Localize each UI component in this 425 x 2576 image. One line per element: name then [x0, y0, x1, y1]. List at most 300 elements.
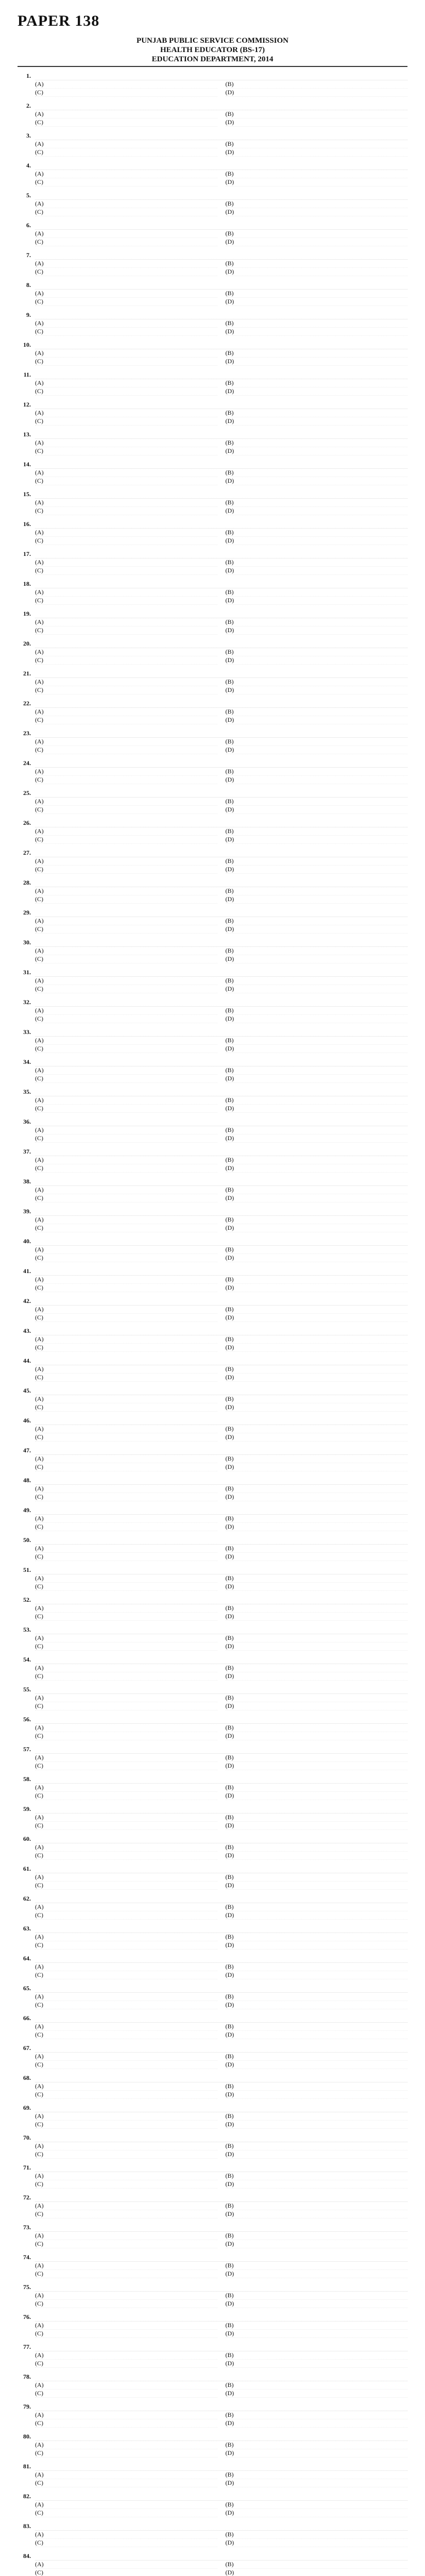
option-letter: (C)	[35, 328, 43, 335]
option-letter: (A)	[35, 1455, 44, 1462]
option-letter: (D)	[225, 2091, 234, 2098]
question-stem	[35, 2493, 407, 2501]
answer-option	[226, 1164, 408, 1173]
answer-option	[35, 1425, 217, 1433]
option-letter: (D)	[225, 1433, 234, 1440]
question-item	[18, 162, 407, 187]
answer-option	[226, 379, 408, 387]
question-number: 19.	[23, 610, 31, 617]
answer-option	[35, 1395, 217, 1403]
option-grid	[35, 738, 407, 754]
option-letter: (B)	[225, 1843, 234, 1851]
question-number: 11.	[23, 371, 31, 378]
question-number: 44.	[23, 1357, 31, 1364]
answer-option	[35, 1224, 217, 1232]
question-item	[18, 1775, 407, 1800]
option-letter: (D)	[225, 1403, 234, 1411]
answer-option	[35, 110, 217, 118]
question-number: 3.	[26, 132, 31, 139]
question-item	[18, 1985, 407, 2009]
answer-option	[226, 866, 408, 874]
answer-option	[35, 1045, 217, 1053]
option-grid	[35, 1574, 407, 1591]
option-grid	[35, 1096, 407, 1113]
answer-option	[226, 1156, 408, 1164]
question-number: 71.	[23, 2164, 31, 2171]
question-stem	[35, 1477, 407, 1485]
option-letter: (B)	[225, 1096, 234, 1104]
question-stem	[35, 2522, 407, 2531]
option-letter: (A)	[35, 738, 44, 745]
question-stem	[35, 222, 407, 230]
question-stem	[35, 2433, 407, 2441]
question-stem	[35, 1327, 407, 1335]
option-letter: (C)	[35, 1762, 43, 1769]
answer-option	[35, 2471, 217, 2479]
option-letter: (C)	[35, 2569, 43, 2576]
question-item	[18, 1835, 407, 1860]
question-number: 53.	[23, 1626, 31, 1633]
option-letter: (B)	[225, 2321, 234, 2329]
answer-option	[35, 2561, 217, 2569]
option-letter: (C)	[35, 567, 43, 574]
question-item	[18, 1477, 407, 1501]
option-letter: (C)	[35, 358, 43, 365]
question-stem	[35, 670, 407, 678]
option-letter: (C)	[35, 537, 43, 544]
option-letter: (C)	[35, 925, 43, 933]
option-letter: (A)	[35, 1335, 44, 1343]
question-item	[18, 789, 407, 814]
question-number: 29.	[23, 909, 31, 916]
answer-option	[35, 656, 217, 665]
question-stem	[35, 1058, 407, 1066]
option-letter: (B)	[225, 2411, 234, 2418]
option-letter: (B)	[225, 1545, 234, 1552]
question-stem	[35, 2343, 407, 2351]
answer-option	[35, 708, 217, 716]
option-letter: (A)	[35, 1126, 44, 1133]
option-letter: (A)	[35, 1365, 44, 1372]
option-letter: (A)	[35, 558, 44, 566]
option-letter: (D)	[225, 1642, 234, 1650]
paper-headings	[18, 36, 407, 64]
answer-option	[35, 1403, 217, 1412]
answer-option	[226, 328, 408, 336]
answer-option	[226, 477, 408, 485]
paper-header	[18, 9, 407, 67]
option-letter: (D)	[225, 477, 234, 484]
option-letter: (D)	[225, 2180, 234, 2188]
answer-option	[226, 1433, 408, 1442]
option-letter: (B)	[225, 80, 234, 88]
option-grid	[35, 2202, 407, 2218]
answer-option	[35, 2142, 217, 2150]
option-letter: (B)	[225, 827, 234, 835]
option-letter: (D)	[225, 895, 234, 903]
question-stem	[35, 1536, 407, 1545]
question-number: 51.	[23, 1566, 31, 1573]
option-letter: (C)	[35, 746, 43, 753]
option-letter: (C)	[35, 2479, 43, 2486]
option-grid	[35, 1485, 407, 1501]
answer-option	[35, 1015, 217, 1023]
question-stem	[35, 1626, 407, 1634]
option-letter: (C)	[35, 1075, 43, 1082]
answer-option	[226, 1672, 408, 1681]
option-letter: (B)	[225, 2561, 234, 2568]
option-letter: (B)	[225, 140, 234, 147]
option-grid	[35, 1306, 407, 1322]
question-number: 15.	[23, 490, 31, 498]
option-grid	[35, 1903, 407, 1920]
option-letter: (B)	[225, 260, 234, 267]
option-letter: (D)	[225, 2539, 234, 2546]
answer-option	[226, 776, 408, 784]
option-letter: (A)	[35, 1724, 44, 1731]
option-letter: (A)	[35, 200, 44, 207]
option-grid	[35, 499, 407, 515]
option-letter: (A)	[35, 409, 44, 416]
answer-option	[226, 2082, 408, 2091]
option-grid	[35, 1634, 407, 1651]
option-letter: (B)	[225, 319, 234, 327]
question-stem	[35, 1566, 407, 1574]
question-item	[18, 1925, 407, 1950]
answer-option	[226, 1784, 408, 1792]
option-letter: (A)	[35, 1754, 44, 1761]
option-letter: (C)	[35, 417, 43, 425]
answer-option	[35, 1164, 217, 1173]
answer-option	[35, 2292, 217, 2300]
option-grid	[35, 917, 407, 934]
option-grid	[35, 708, 407, 724]
option-letter: (B)	[225, 1455, 234, 1462]
option-grid	[35, 260, 407, 276]
answer-option	[226, 1463, 408, 1471]
answer-option	[226, 1941, 408, 1950]
answer-option	[35, 955, 217, 963]
answer-option	[226, 2449, 408, 2458]
answer-option	[35, 1553, 217, 1561]
question-item	[18, 1387, 407, 1412]
answer-option	[226, 469, 408, 477]
answer-option	[226, 2001, 408, 2009]
answer-option	[226, 118, 408, 127]
answer-option	[35, 349, 217, 358]
option-grid	[35, 2232, 407, 2248]
option-grid	[35, 319, 407, 336]
option-letter: (D)	[225, 2001, 234, 2008]
answer-option	[226, 678, 408, 686]
answer-option	[226, 2411, 408, 2419]
option-grid	[35, 1126, 407, 1143]
answer-option	[35, 439, 217, 447]
option-letter: (D)	[225, 2270, 234, 2277]
answer-option	[35, 469, 217, 477]
question-stem	[35, 1028, 407, 1037]
option-letter: (D)	[225, 567, 234, 574]
question-item	[18, 1566, 407, 1591]
option-letter: (D)	[225, 1075, 234, 1082]
answer-option	[226, 1523, 408, 1531]
option-letter: (B)	[225, 2262, 234, 2269]
option-grid	[35, 230, 407, 246]
question-number: 10.	[23, 341, 31, 348]
answer-option	[35, 678, 217, 686]
answer-option	[35, 447, 217, 455]
answer-option	[35, 2091, 217, 2099]
question-number: 20.	[23, 640, 31, 647]
answer-option	[226, 537, 408, 545]
option-grid	[35, 2262, 407, 2278]
question-item	[18, 1417, 407, 1442]
option-grid	[35, 170, 407, 187]
question-item	[18, 1955, 407, 1979]
question-item	[18, 1506, 407, 1531]
answer-option	[35, 776, 217, 784]
question-stem	[35, 1506, 407, 1515]
answer-option	[35, 230, 217, 238]
answer-option	[226, 895, 408, 904]
option-letter: (B)	[225, 977, 234, 984]
answer-option	[35, 686, 217, 694]
question-number: 24.	[23, 759, 31, 767]
answer-option	[35, 379, 217, 387]
question-stem	[35, 1656, 407, 1664]
question-stem	[35, 341, 407, 349]
answer-option	[35, 1971, 217, 1979]
option-letter: (C)	[35, 1284, 43, 1291]
option-letter: (B)	[225, 768, 234, 775]
question-number: 23.	[23, 730, 31, 737]
question-item	[18, 1088, 407, 1113]
answer-option	[35, 1126, 217, 1134]
answer-option	[35, 1613, 217, 1621]
answer-option	[226, 2321, 408, 2330]
option-letter: (C)	[35, 1583, 43, 1590]
question-number: 33.	[23, 1028, 31, 1036]
question-number: 38.	[23, 1178, 31, 1185]
option-letter: (A)	[35, 1933, 44, 1940]
question-stem	[35, 998, 407, 1007]
answer-option	[35, 148, 217, 157]
option-letter: (A)	[35, 1156, 44, 1163]
option-letter: (B)	[225, 1037, 234, 1044]
option-letter: (C)	[35, 1822, 43, 1829]
question-stem	[35, 311, 407, 319]
answer-option	[226, 597, 408, 605]
answer-option	[35, 2232, 217, 2240]
question-number: 57.	[23, 1745, 31, 1753]
option-letter: (C)	[35, 2121, 43, 2128]
answer-option	[35, 1254, 217, 1262]
answer-option	[226, 2501, 408, 2509]
question-stem	[35, 640, 407, 648]
answer-option	[226, 2202, 408, 2210]
option-grid	[35, 2112, 407, 2129]
answer-option	[35, 328, 217, 336]
question-item	[18, 281, 407, 306]
answer-option	[35, 806, 217, 814]
question-item	[18, 2493, 407, 2517]
answer-option	[35, 118, 217, 127]
question-stem	[35, 520, 407, 529]
answer-option	[35, 1873, 217, 1882]
option-letter: (D)	[225, 626, 234, 634]
option-letter: (D)	[225, 836, 234, 843]
answer-option	[35, 238, 217, 246]
answer-option	[35, 648, 217, 656]
option-letter: (D)	[225, 208, 234, 215]
question-item	[18, 1447, 407, 1471]
option-letter: (A)	[35, 1963, 44, 1970]
option-grid	[35, 80, 407, 97]
question-stem	[35, 1297, 407, 1306]
option-letter: (B)	[225, 1306, 234, 1313]
option-letter: (D)	[225, 1702, 234, 1709]
answer-option	[35, 260, 217, 268]
question-item	[18, 72, 407, 97]
option-letter: (C)	[35, 2001, 43, 2008]
option-letter: (C)	[35, 2061, 43, 2068]
answer-option	[35, 2539, 217, 2547]
answer-option	[226, 836, 408, 844]
question-number: 31.	[23, 969, 31, 976]
option-letter: (B)	[225, 469, 234, 476]
option-grid	[35, 1784, 407, 1800]
answer-option	[35, 1075, 217, 1083]
question-number: 21.	[23, 670, 31, 677]
option-grid	[35, 1754, 407, 1770]
question-stem	[35, 2463, 407, 2471]
answer-option	[35, 2202, 217, 2210]
option-letter: (B)	[225, 499, 234, 506]
option-letter: (C)	[35, 1224, 43, 1231]
option-grid	[35, 1604, 407, 1621]
answer-option	[226, 1284, 408, 1292]
option-grid	[35, 140, 407, 157]
answer-option	[226, 947, 408, 955]
option-letter: (D)	[225, 2569, 234, 2576]
option-letter: (C)	[35, 2389, 43, 2397]
question-number: 70.	[23, 2134, 31, 2141]
question-number: 58.	[23, 1775, 31, 1783]
answer-option	[35, 1724, 217, 1732]
option-letter: (D)	[225, 328, 234, 335]
question-number: 60.	[23, 1835, 31, 1842]
option-letter: (C)	[35, 1493, 43, 1500]
option-letter: (D)	[225, 507, 234, 514]
question-stem	[35, 1775, 407, 1784]
answer-option	[226, 2023, 408, 2031]
option-letter: (C)	[35, 447, 43, 454]
option-letter: (B)	[225, 529, 234, 536]
answer-option	[35, 499, 217, 507]
option-grid	[35, 2561, 407, 2576]
answer-option	[35, 2210, 217, 2218]
answer-option	[226, 955, 408, 963]
option-letter: (D)	[225, 2061, 234, 2068]
answer-option	[35, 1762, 217, 1770]
answer-option	[35, 2121, 217, 2129]
answer-option	[35, 1792, 217, 1800]
option-letter: (B)	[225, 2292, 234, 2299]
answer-option	[35, 1784, 217, 1792]
answer-option	[35, 1344, 217, 1352]
option-letter: (B)	[225, 1485, 234, 1492]
answer-option	[35, 1246, 217, 1254]
option-letter: (D)	[225, 2330, 234, 2337]
question-number: 43.	[23, 1327, 31, 1334]
question-item	[18, 1357, 407, 1382]
option-letter: (B)	[225, 1784, 234, 1791]
option-letter: (D)	[225, 1732, 234, 1739]
question-stem	[35, 490, 407, 499]
answer-option	[35, 417, 217, 426]
answer-option	[226, 925, 408, 934]
question-stem	[35, 2194, 407, 2202]
question-number: 37.	[23, 1148, 31, 1155]
answer-option	[35, 1284, 217, 1292]
answer-option	[226, 2150, 408, 2159]
answer-option	[35, 387, 217, 396]
option-letter: (D)	[225, 1613, 234, 1620]
answer-option	[226, 2262, 408, 2270]
option-letter: (B)	[225, 230, 234, 237]
answer-option	[35, 268, 217, 276]
answer-option	[226, 2210, 408, 2218]
option-letter: (A)	[35, 1096, 44, 1104]
answer-option	[226, 1852, 408, 1860]
option-letter: (B)	[225, 2351, 234, 2359]
answer-option	[35, 1314, 217, 1322]
answer-option	[35, 798, 217, 806]
question-stem	[35, 1686, 407, 1694]
option-letter: (B)	[225, 1425, 234, 1432]
option-grid	[35, 1664, 407, 1681]
option-letter: (A)	[35, 469, 44, 476]
option-letter: (B)	[225, 1634, 234, 1641]
option-grid	[35, 1066, 407, 1083]
question-number: 68.	[23, 2074, 31, 2081]
option-letter: (A)	[35, 319, 44, 327]
option-letter: (A)	[35, 887, 44, 894]
question-stem	[35, 939, 407, 947]
question-number: 69.	[23, 2104, 31, 2111]
question-number: 50.	[23, 1536, 31, 1544]
answer-option	[226, 2180, 408, 2189]
question-number: 81.	[23, 2463, 31, 2470]
option-letter: (C)	[35, 1134, 43, 1142]
question-stem	[35, 1267, 407, 1276]
option-letter: (B)	[225, 558, 234, 566]
question-list	[18, 72, 407, 2576]
answer-option	[35, 2031, 217, 2039]
answer-option	[35, 1276, 217, 1284]
question-item	[18, 2433, 407, 2458]
option-grid	[35, 1007, 407, 1023]
question-stem	[35, 371, 407, 379]
answer-option	[226, 738, 408, 746]
answer-option	[226, 567, 408, 575]
question-number: 7.	[26, 251, 31, 259]
question-item	[18, 1208, 407, 1232]
answer-option	[35, 1463, 217, 1471]
answer-option	[226, 1553, 408, 1561]
option-grid	[35, 1186, 407, 1202]
option-letter: (D)	[225, 1134, 234, 1142]
